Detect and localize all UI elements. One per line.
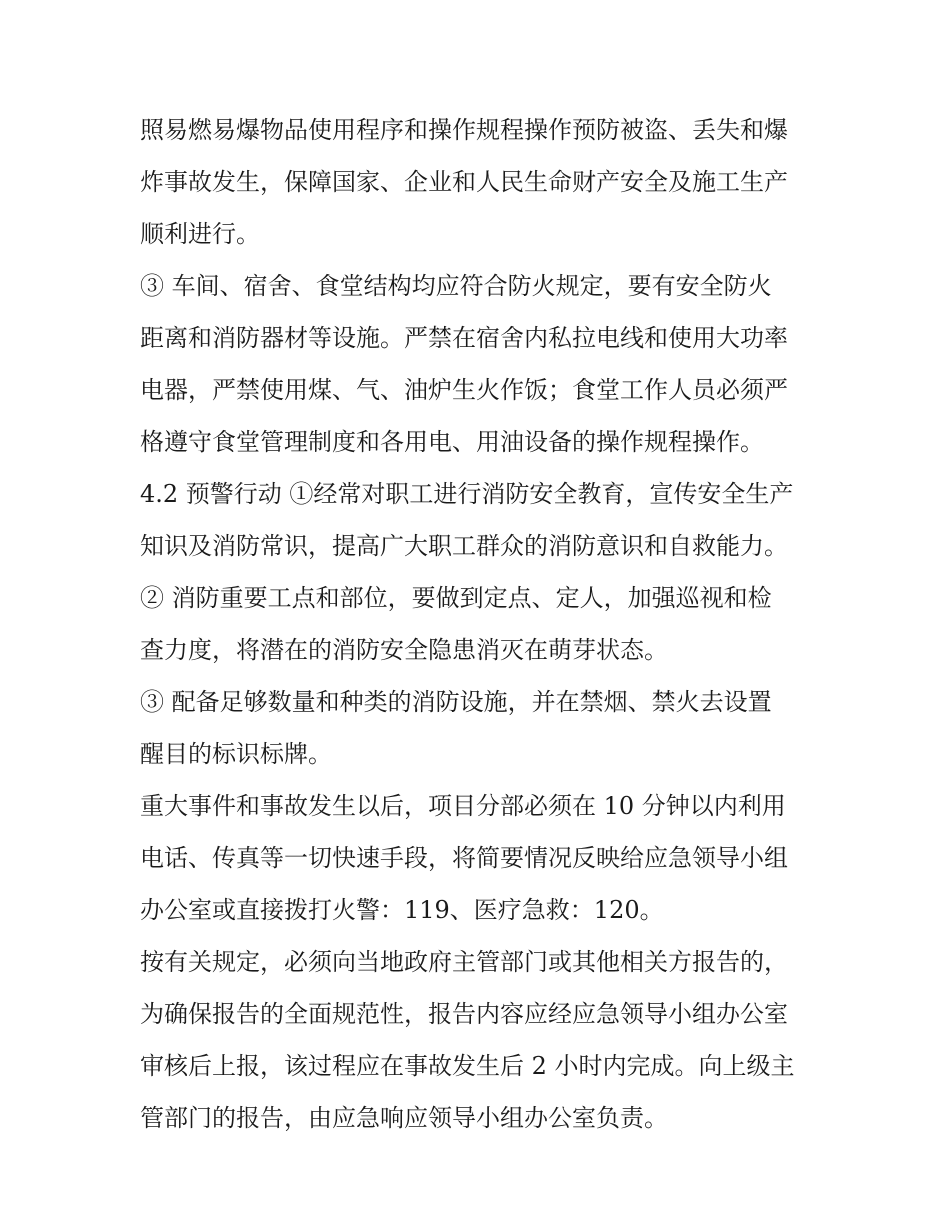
text-line: 电器，严禁使用煤、气、油炉生火作饭；食堂工作人员必须严	[140, 376, 788, 404]
text-line: 醒目的标识标牌。	[140, 740, 332, 768]
text-line: 照易燃易爆物品使用程序和操作规程操作预防被盗、丢失和爆	[140, 116, 788, 144]
text-line: 办公室或直接拨打火警：119、医疗急救：120。	[140, 896, 664, 924]
text-line: 审核后上报，该过程应在事故发生后 2 小时内完成。向上级主	[140, 1052, 795, 1080]
text-line: ③ 车间、宿舍、食堂结构均应符合防火规定，要有安全防火	[140, 272, 772, 300]
text-line: 按有关规定，必须向当地政府主管部门或其他相关方报告的，	[140, 948, 788, 976]
text-line: 为确保报告的全面规范性，报告内容应经应急领导小组办公室	[140, 1000, 788, 1028]
text-line: 管部门的报告，由应急响应领导小组办公室负责。	[140, 1104, 668, 1132]
text-line: 重大事件和事故发生以后，项目分部必须在 10 分钟以内利用	[140, 792, 786, 820]
text-line: 炸事故发生，保障国家、企业和人民生命财产安全及施工生产	[140, 168, 788, 196]
text-line: 知识及消防常识，提高广大职工群众的消防意识和自救能力。	[140, 532, 788, 560]
section-heading-line: 4.2 预警行动 ①经常对职工进行消防安全教育，宣传安全生产	[140, 480, 794, 508]
text-line: 格遵守食堂管理制度和各用电、用油设备的操作规程操作。	[140, 428, 764, 456]
text-line: ③ 配备足够数量和种类的消防设施，并在禁烟、禁火去设置	[140, 688, 772, 716]
text-line: 查力度，将潜在的消防安全隐患消灭在萌芽状态。	[140, 636, 668, 664]
text-line: 顺利进行。	[140, 220, 260, 248]
text-line: ② 消防重要工点和部位，要做到定点、定人，加强巡视和检	[140, 584, 772, 612]
text-line: 电话、传真等一切快速手段，将简要情况反映给应急领导小组	[140, 844, 788, 872]
text-line: 距离和消防器材等设施。严禁在宿舍内私拉电线和使用大功率	[140, 324, 788, 352]
